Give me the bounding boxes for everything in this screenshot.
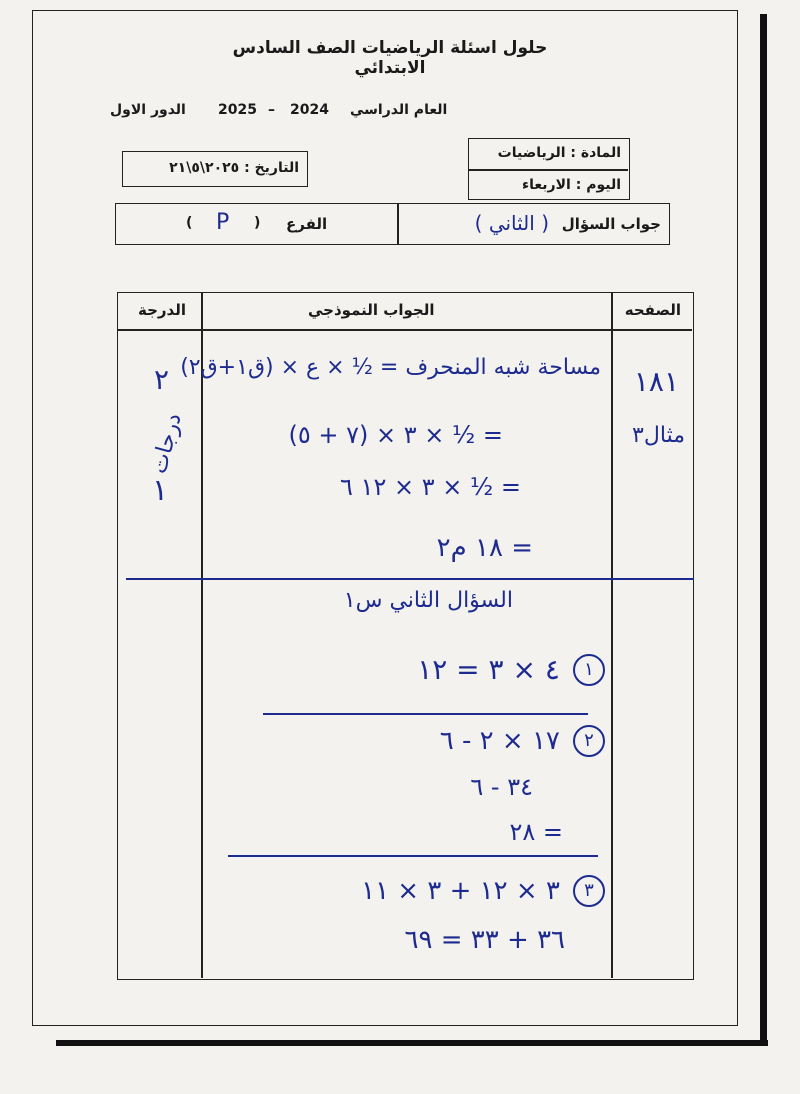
work-line-2: = ½ × ٣ × (٧ + ٥) (288, 421, 503, 449)
item-3-number: ٣ (573, 875, 605, 907)
branch-close: ) (186, 215, 193, 231)
year-separator: – (268, 102, 275, 118)
item-2-work-b: ٣٤ - ٦ (470, 773, 533, 801)
academic-year-line (110, 102, 460, 126)
answers-table (117, 292, 694, 980)
item-2-number: ٢ (573, 725, 605, 757)
branch-value: P (216, 210, 230, 235)
item-3 (361, 875, 605, 907)
grade-mark: ١ (152, 473, 169, 508)
sheet-title: حلول اسئلة الرياضيات الصف السادس الابتدائي (232, 38, 548, 78)
date-box (122, 151, 308, 187)
page-ref-number: ١٨١ (633, 365, 679, 398)
section-title: السؤال الثاني س١ (343, 588, 513, 613)
work-line-1: مساحة شبه المنحرف = ½ × ع × (ق١+ق٢) (180, 355, 601, 380)
year-end: 2025 (218, 102, 257, 118)
item-1 (417, 653, 605, 686)
page-ref-example: مثال٣ (632, 423, 685, 448)
item-2 (440, 725, 605, 757)
item-3-work-b: ٣٦ + ٣٣ = ٦٩ (404, 925, 565, 955)
frame-shadow-right (760, 14, 767, 1046)
branch-label: الفرع (286, 215, 328, 233)
date-field: التاريخ : ٢٠٢٥\٥\٢١ (169, 160, 299, 176)
col-header-grade: الدرجة (138, 301, 186, 319)
item-1-number: ١ (573, 654, 605, 686)
col-header-answer: الجواب النموذجي (308, 301, 435, 319)
branch-open: ( (254, 215, 261, 231)
question-branch-box (115, 203, 670, 245)
exam-round: الدور الاول (110, 102, 186, 118)
question-value: ( الثاني ) (474, 211, 549, 235)
item-1-work: ٤ × ٣ = ١٢ (417, 653, 560, 686)
academic-year-label: العام الدراسي (350, 102, 448, 118)
item-2-work-c: = ٢٨ (509, 818, 563, 846)
item-3-work-a: ٣ × ١٢ + ٣ × ١١ (361, 876, 560, 906)
subject-day-box (468, 138, 630, 200)
day-field: اليوم : الاربعاء (521, 177, 621, 193)
subject-field: المادة : الرياضيات (497, 145, 621, 161)
work-line-3: = ½ × ٣ × ١٢ ٦ (340, 473, 521, 501)
frame-shadow-bottom (56, 1040, 768, 1046)
year-start: 2024 (290, 102, 329, 118)
grade-unit: درجات (146, 410, 187, 477)
work-line-4: = ١٨ م٢ (436, 533, 533, 563)
question-label: جواب السؤال (561, 215, 661, 233)
col-header-page: الصفحه (624, 301, 681, 319)
grade-value: ٢ (154, 363, 170, 396)
item-2-work-a: ١٧ × ٢ - ٦ (439, 726, 560, 756)
